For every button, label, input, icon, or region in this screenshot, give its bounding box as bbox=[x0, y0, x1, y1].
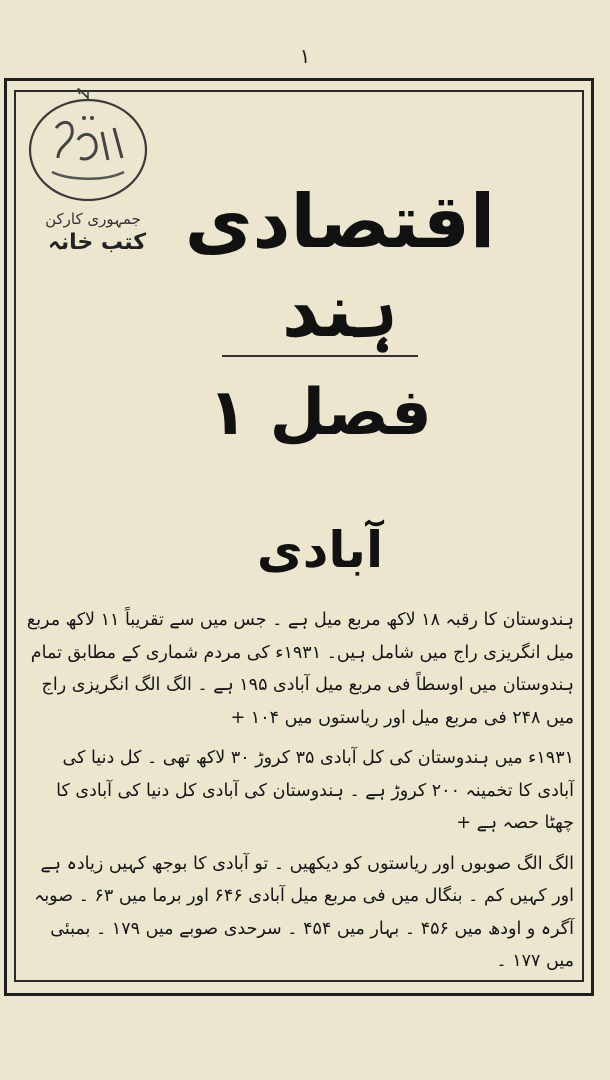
paragraph-total-population: ۱۹۳۱ء میں ہندوستان کی کل آبادی ۳۵ کروڑ ۳۰ لاکھ تھی ۔ کل دنیا کی آبادی کا تخمینہ ۲۰۰ کروڑ ہے ۔ ہندوستان کی آبادی کل دنیا کی آبادی کا چھٹا حصہ ہے + bbox=[56, 748, 574, 833]
book-title: اقتصادی ہند bbox=[184, 179, 496, 354]
chapter-heading: فصل ۱ bbox=[208, 376, 432, 450]
stamp-caption-line2: کتب خانہ bbox=[48, 230, 146, 255]
section-heading: آبادی bbox=[256, 521, 384, 579]
body-text bbox=[26, 604, 574, 978]
paragraph-area-population: ہندوستان کا رقبہ ۱۸ لاکھ مربع میل ہے ۔ جس میں سے تقریباً ۱۱ لاکھ مربع میل انگریزی راج میں شامل ہیں۔ ۱۹۳۱ء کی مردم شماری کے مطابق تمام ہندوستان میں اوسطاً فی مربع میل آبادی ۱۹۵ ہے ۔ الگ الگ انگریزی راج میں ۲۴۸ فی مربع میل اور ریاستوں میں ۱۰۴ + bbox=[26, 610, 574, 728]
page-number: ۱ bbox=[299, 44, 311, 68]
paragraph-provincial-density: الگ الگ صوبوں اور ریاستوں کو دیکھیں ۔ تو آبادی کا بوجھ کہیں زیادہ ہے اور کہیں کم ۔ بنگال میں فی مربع میل آبادی ۶۴۶ اور برما میں ۶۳ ۔ صوبہ آگرہ و اودھ میں ۴۵۶ ۔ بہار میں ۴۵۴ ۔ سرحدی صوبے میں ۱۷۹ ۔ بمبئی میں ۱۷۷ ۔ bbox=[34, 853, 574, 971]
library-stamp-seal bbox=[18, 88, 158, 210]
stamp-caption-line1: جمہوری کارکن bbox=[45, 210, 141, 228]
title-divider-rule bbox=[222, 355, 418, 357]
